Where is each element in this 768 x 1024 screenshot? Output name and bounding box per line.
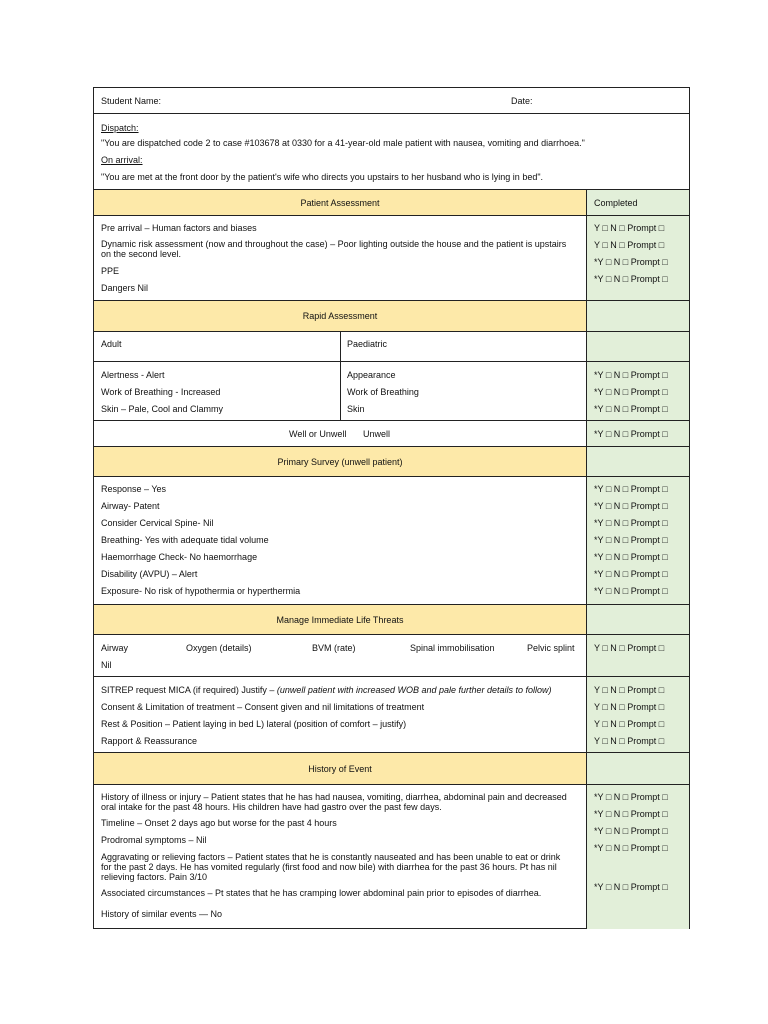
bvm-label: BVM (rate) xyxy=(312,643,356,653)
primary-survey-header xyxy=(94,447,689,477)
completion-checkbox[interactable]: *Y □ N □ Prompt □ xyxy=(594,586,668,596)
completion-checkbox[interactable]: *Y □ N □ Prompt □ xyxy=(594,257,668,267)
sitrep-section xyxy=(94,677,689,753)
list-item: Prodromal symptoms – Nil xyxy=(101,835,207,845)
arrival-text: "You are met at the front door by the patient's wife who directs you upstairs to her husband who is lying in bed". xyxy=(101,172,544,182)
student-info-row xyxy=(94,88,689,114)
dispatch-label: Dispatch: xyxy=(101,123,139,133)
list-item: Timeline – Onset 2 days ago but worse for the past 4 hours xyxy=(101,818,337,828)
list-item: Haemorrhage Check- No haemorrhage xyxy=(101,552,258,562)
list-item: Breathing- Yes with adequate tidal volume xyxy=(101,535,269,545)
sitrep-detail: (unwell patient with increased WOB and pale further details to follow) xyxy=(276,685,552,695)
completion-checkbox[interactable]: *Y □ N □ Prompt □ xyxy=(594,518,668,528)
dispatch-text: "You are dispatched code 2 to case #103678 at 0330 for a 41-year-old male patient with nausea, vomiting and diarrhoea." xyxy=(101,138,585,148)
assessment-form xyxy=(93,87,690,929)
list-item: PPE xyxy=(101,266,120,276)
primary-survey-title: Primary Survey (unwell patient) xyxy=(277,456,403,467)
list-item: History of similar events — No xyxy=(101,909,223,919)
paediatric-label: Paediatric xyxy=(347,339,388,349)
completion-checkbox[interactable]: *Y □ N □ Prompt □ xyxy=(594,404,668,414)
completion-checkbox[interactable]: *Y □ N □ Prompt □ xyxy=(594,569,668,579)
list-item: Skin – Pale, Cool and Clammy xyxy=(101,404,224,414)
completed-label: Completed xyxy=(594,197,638,208)
completion-checkbox[interactable]: Y □ N □ Prompt □ xyxy=(594,240,665,250)
completion-checkbox[interactable]: Y □ N □ Prompt □ xyxy=(594,736,665,746)
list-item: Alertness - Alert xyxy=(101,370,165,380)
completion-checkbox[interactable]: *Y □ N □ Prompt □ xyxy=(594,370,668,380)
completion-checkbox[interactable]: *Y □ N □ Prompt □ xyxy=(594,387,668,397)
dispatch-section xyxy=(94,114,689,190)
completion-checkbox[interactable]: *Y □ N □ Prompt □ xyxy=(594,552,668,562)
completion-checkbox[interactable]: *Y □ N □ Prompt □ xyxy=(594,882,668,892)
list-item: Work of Breathing - Increased xyxy=(101,387,221,397)
patient-assessment-header xyxy=(94,190,689,216)
airway-value: Nil xyxy=(101,660,112,670)
spinal-label: Spinal immobilisation xyxy=(410,643,495,653)
list-item: Dynamic risk assessment (now and throughout the case) – Poor lighting outside the house and the patient is upstairs on the second level. xyxy=(101,239,567,259)
completion-checkbox[interactable]: *Y □ N □ Prompt □ xyxy=(594,843,668,853)
well-unwell-row xyxy=(94,421,689,447)
list-item: Associated circumstances – Pt states that he has cramping lower abdominal pain prior to episodes of diarrhea. xyxy=(101,888,542,898)
list-item: Exposure- No risk of hypothermia or hyperthermia xyxy=(101,586,301,596)
completion-checkbox[interactable]: *Y □ N □ Prompt □ xyxy=(594,274,668,284)
list-item: Aggravating or relieving factors – Patient states that he is constantly nauseated and has been unable to eat or drink for the past 2 days. He has vomited regularly (first food and now bile) with diarrhea for the past 36 hours. Pt has nil relieving factors. Pain 3/10 xyxy=(101,852,561,882)
list-item: Airway- Patent xyxy=(101,501,160,511)
sitrep-item xyxy=(101,685,552,695)
list-item: Response – Yes xyxy=(101,484,167,494)
list-item: Work of Breathing xyxy=(347,387,419,397)
completion-checkbox[interactable]: *Y □ N □ Prompt □ xyxy=(594,429,668,439)
list-item: Appearance xyxy=(347,370,396,380)
completion-checkbox[interactable]: *Y □ N □ Prompt □ xyxy=(594,826,668,836)
sitrep-label: SITREP request MICA (if required) Justify – xyxy=(101,685,277,695)
student-name-label: Student Name: xyxy=(101,96,162,106)
airway-label: Airway xyxy=(101,643,129,653)
primary-survey-body xyxy=(94,477,689,605)
completion-checkbox[interactable]: *Y □ N □ Prompt □ xyxy=(594,809,668,819)
completion-checkbox[interactable]: Y □ N □ Prompt □ xyxy=(594,223,665,233)
completion-checkbox[interactable]: Y □ N □ Prompt □ xyxy=(594,685,665,695)
completion-checkbox[interactable]: Y □ N □ Prompt □ xyxy=(594,643,665,653)
life-threats-header xyxy=(94,605,689,635)
arrival-label: On arrival: xyxy=(101,155,143,165)
oxygen-label: Oxygen (details) xyxy=(186,643,252,653)
completion-checkbox[interactable]: *Y □ N □ Prompt □ xyxy=(594,535,668,545)
well-unwell-label: Well or Unwell xyxy=(289,429,347,439)
list-item: Disability (AVPU) – Alert xyxy=(101,569,198,579)
rapid-assessment-header xyxy=(94,301,689,332)
completion-checkbox[interactable]: Y □ N □ Prompt □ xyxy=(594,702,665,712)
adult-label: Adult xyxy=(101,339,122,349)
list-item: History of illness or injury – Patient states that he has had nausea, vomiting, diarrhea, abdominal pain and decreased oral intake for the past 48 hours. His children have had gastro over the past few days. xyxy=(101,792,567,812)
list-item: Consider Cervical Spine- Nil xyxy=(101,518,214,528)
pelvic-label: Pelvic splint xyxy=(527,643,575,653)
well-unwell-value: Unwell xyxy=(363,429,391,439)
list-item: Rapport & Reassurance xyxy=(101,736,198,746)
completion-checkbox[interactable]: Y □ N □ Prompt □ xyxy=(594,719,665,729)
date-label: Date: xyxy=(511,96,533,106)
history-title: History of Event xyxy=(308,763,372,774)
life-threats-title: Manage Immediate Life Threats xyxy=(276,614,404,625)
interventions-row xyxy=(94,635,689,677)
completion-checkbox[interactable]: *Y □ N □ Prompt □ xyxy=(594,484,668,494)
rapid-assessment-body xyxy=(94,362,689,421)
list-item: Pre arrival – Human factors and biases xyxy=(101,223,257,233)
list-item: Skin xyxy=(347,404,365,414)
patient-assessment-body xyxy=(94,216,689,301)
history-body xyxy=(94,785,689,929)
rapid-assessment-title: Rapid Assessment xyxy=(302,311,378,321)
adult-paediatric-row xyxy=(94,332,689,362)
patient-assessment-title: Patient Assessment xyxy=(300,197,380,208)
list-item: Consent & Limitation of treatment – Consent given and nil limitations of treatment xyxy=(101,702,425,712)
list-item: Dangers Nil xyxy=(101,283,149,293)
list-item: Rest & Position – Patient laying in bed L) lateral (position of comfort – justify) xyxy=(101,719,407,729)
completion-checkbox[interactable]: *Y □ N □ Prompt □ xyxy=(594,792,668,802)
completion-checkbox[interactable]: *Y □ N □ Prompt □ xyxy=(594,501,668,511)
history-header xyxy=(94,753,689,785)
